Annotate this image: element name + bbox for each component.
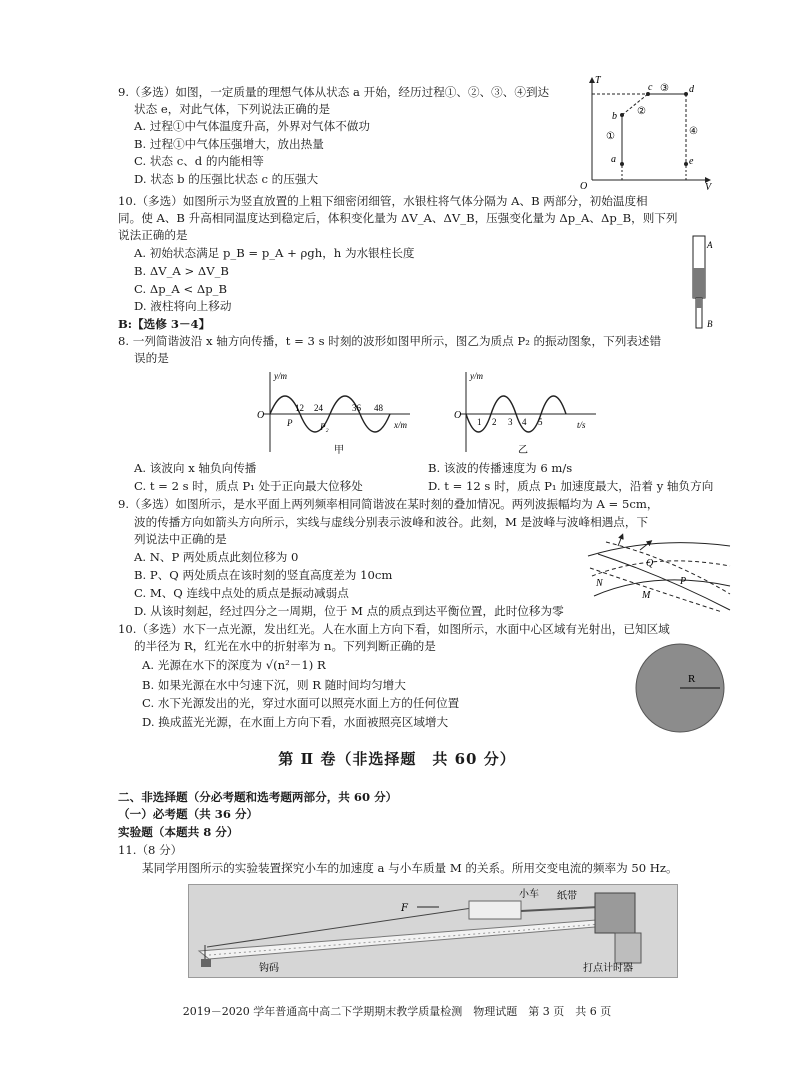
jia-point-p1: P [287, 418, 293, 428]
point-p: P [680, 576, 687, 587]
q9a-stem-line1: 9.（多选）如图，一定质量的理想气体从状态 a 开始，经历过程①、②、③、④到达 [118, 85, 550, 99]
label-process-2: ② [637, 106, 646, 117]
jia-point-p2: P₂ [320, 422, 329, 432]
q8-option-a: A. 该波向 x 轴负向传播 [134, 461, 257, 475]
q10a-stem-line2: 同。使 A、B 升高相同温度达到稳定后，体积变化量为 ΔV_A、ΔV_B，压强变化量为 Δp_A、Δp_B，则下列 [118, 211, 678, 225]
q8-figure-jia [254, 368, 414, 456]
q10b-stem-line1: 10.（多选）水下一点光源，发出红光。人在水面上方向下看，如图所示，水面中心区域有光射出，已知区域 [118, 622, 670, 636]
q10a-stem-line1: 10.（多选）如图所示为竖直放置的上粗下细密闭细管，水银柱将气体分隔为 A、B 两部分，初始温度相 [118, 194, 648, 208]
q9a-option-b: B. 过程①中气体压强增大，放出热量 [134, 137, 324, 151]
yi-tick-2: 2 [492, 417, 497, 427]
q11-number: 11.（8 分） [118, 843, 183, 857]
label-c: c [648, 82, 653, 93]
q10b-stem-line2: 的半径为 R，红光在水中的折射率为 n。下列判断正确的是 [134, 639, 436, 653]
jia-tick-24: 24 [314, 403, 323, 413]
crest-line-2 [594, 580, 730, 596]
q8-option-d: D. t = 12 s 时，质点 P₁ 加速度最大，沿着 y 轴负方向 [428, 479, 714, 493]
yi-y-label: y/m [470, 371, 483, 381]
yi-tick-1: 1 [477, 417, 482, 427]
yi-tick-5: 5 [538, 417, 543, 427]
mercury-wide [693, 268, 705, 298]
point-n: N [596, 578, 603, 589]
car-label: 小车 [519, 889, 539, 900]
jia-tick-48: 48 [374, 403, 383, 413]
q8-figure-yi [452, 368, 602, 456]
t-axis-label: T [595, 75, 601, 86]
hook-weight [201, 959, 211, 967]
required-questions-heading: （一）必考题（共 36 分） [118, 807, 259, 821]
q9b-option-c: C. M、Q 连线中点处的质点是振动减弱点 [134, 586, 349, 600]
q10b-option-a: A. 光源在水下的深度为 √(n²－1) R [142, 658, 326, 672]
jia-tick-36: 36 [352, 403, 361, 413]
mercury-narrow [696, 298, 702, 308]
q10a-option-b: B. ΔV_A > ΔV_B [134, 264, 229, 278]
q8-option-c: C. t = 2 s 时，质点 P₁ 处于正向最大位移处 [134, 479, 363, 493]
crest-line-3 [598, 554, 730, 610]
label-process-3: ③ [660, 83, 669, 94]
trough-line-1 [592, 561, 730, 576]
label-a: a [611, 154, 616, 165]
q10b-option-d: D. 换成蓝光光源，在水面上方向下看，水面被照亮区域增大 [142, 715, 449, 729]
label-e: e [689, 156, 694, 167]
q8-stem-line1: 8. 一列简谐波沿 x 轴方向传播，t = 3 s 时刻的波形如图甲所示，图乙为质点 P₂ 的振动图象，下列表述错 [118, 334, 662, 348]
label-process-1: ① [606, 131, 615, 142]
q10b-lit-circle-diagram [630, 642, 730, 738]
q9b-stem-line3: 列说法中正确的是 [134, 532, 227, 546]
q8-option-b: B. 该波的传播速度为 6 m/s [428, 461, 573, 475]
q11-stem: 某同学用图所示的实验装置探究小车的加速度 a 与小车质量 M 的关系。所用交变电流的频率为 50 Hz。 [142, 861, 678, 875]
q9a-tv-diagram [578, 72, 716, 192]
label-b: b [612, 111, 617, 122]
q9b-stem-line2: 波的传播方向如箭头方向所示，实线与虚线分别表示波峰和波谷。此刻，M 是波峰与波峰相遇点，下 [134, 515, 649, 529]
cart [469, 901, 521, 919]
q10a-option-d: D. 液柱将向上移动 [134, 299, 232, 313]
weight-label: 钩码 [259, 963, 279, 974]
q10a-option-a: A. 初始状态满足 p_B = p_A + ρgh，h 为水银柱长度 [134, 246, 415, 260]
part2-title: 第 Ⅱ 卷（非选择题 共 60 分） [278, 750, 516, 768]
q9a-option-c: C. 状态 c、d 的内能相等 [134, 154, 264, 168]
jia-tick-12: 12 [295, 403, 304, 413]
yi-tick-4: 4 [522, 417, 527, 427]
q9b-option-d: D. 从该时刻起，经过四分之一周期，位于 M 点的质点到达平衡位置，此时位移为零 [134, 604, 564, 618]
point-m: M [642, 590, 651, 601]
timer-device [595, 893, 635, 933]
yi-origin: O [454, 410, 462, 421]
propagation-arrow-2 [640, 542, 650, 550]
jia-origin: O [257, 410, 265, 421]
jia-y-label: y/m [274, 371, 287, 381]
state-e-point [684, 162, 688, 166]
radius-label: R [688, 673, 696, 685]
jia-caption: 甲 [334, 445, 344, 456]
jia-x-label: x/m [394, 420, 407, 430]
q9b-option-b: B. P、Q 两处质点在该时刻的竖直高度差为 10cm [134, 568, 393, 582]
section-b-heading: B:【选修 3－4】 [118, 317, 211, 331]
yi-x-label: t/s [577, 420, 586, 430]
page-footer: 2019－2020 学年普通高中高二下学期期末教学质量检测 物理试题 第 3 页 共 6 页 [182, 1005, 612, 1018]
force-label: F [401, 903, 408, 914]
section-2-heading: 二、非选择题（分必考题和选考题两部分，共 60 分） [118, 790, 398, 804]
tube-label-a: A [707, 240, 713, 250]
q9b-stem-line1: 9.（多选）如图所示，是水平面上两列频率相同简谐波在某时刻的叠加情况。两列波振幅均为 A = 5cm， [118, 497, 659, 511]
apparatus-drawing [189, 885, 677, 977]
experiment-heading: 实验题（本题共 8 分） [118, 825, 239, 839]
yi-tick-3: 3 [508, 417, 513, 427]
label-process-4: ④ [689, 126, 698, 137]
tube-label-b: B [707, 319, 713, 329]
q9a-option-a: A. 过程①中气体温度升高，外界对气体不做功 [134, 119, 371, 133]
state-b-point [620, 113, 624, 117]
crest-line-1 [588, 543, 730, 556]
q10a-option-c: C. Δp_A < Δp_B [134, 282, 227, 296]
origin-label: O [580, 181, 588, 192]
propagation-arrow-1 [618, 536, 622, 546]
timer-label: 打点计时器 [583, 963, 633, 974]
q9b-option-a: A. N、P 两处质点此刻位移为 0 [134, 550, 299, 564]
point-q: Q [646, 558, 654, 569]
q9a-option-d: D. 状态 b 的压强比状态 c 的压强大 [134, 172, 319, 186]
q10a-tube-diagram [690, 232, 720, 332]
state-a-point [620, 162, 624, 166]
v-axis-label: V [705, 182, 712, 192]
yi-caption: 乙 [518, 445, 528, 456]
q9a-stem-line2: 状态 e，对此气体，下列说法正确的是 [134, 102, 331, 116]
tape-label: 纸带 [557, 891, 577, 902]
q11-apparatus-photo [188, 884, 678, 978]
q10b-option-b: B. 如果光源在水中匀速下沉，则 R 随时间均匀增大 [142, 678, 406, 692]
q9b-interference-diagram [584, 532, 734, 614]
label-d: d [689, 84, 694, 95]
q10a-stem-line3: 说法正确的是 [118, 228, 188, 242]
q10b-option-c: C. 水下光源发出的光，穿过水面可以照亮水面上方的任何位置 [142, 696, 460, 710]
q8-stem-line2: 误的是 [134, 351, 169, 365]
state-d-point [684, 92, 688, 96]
